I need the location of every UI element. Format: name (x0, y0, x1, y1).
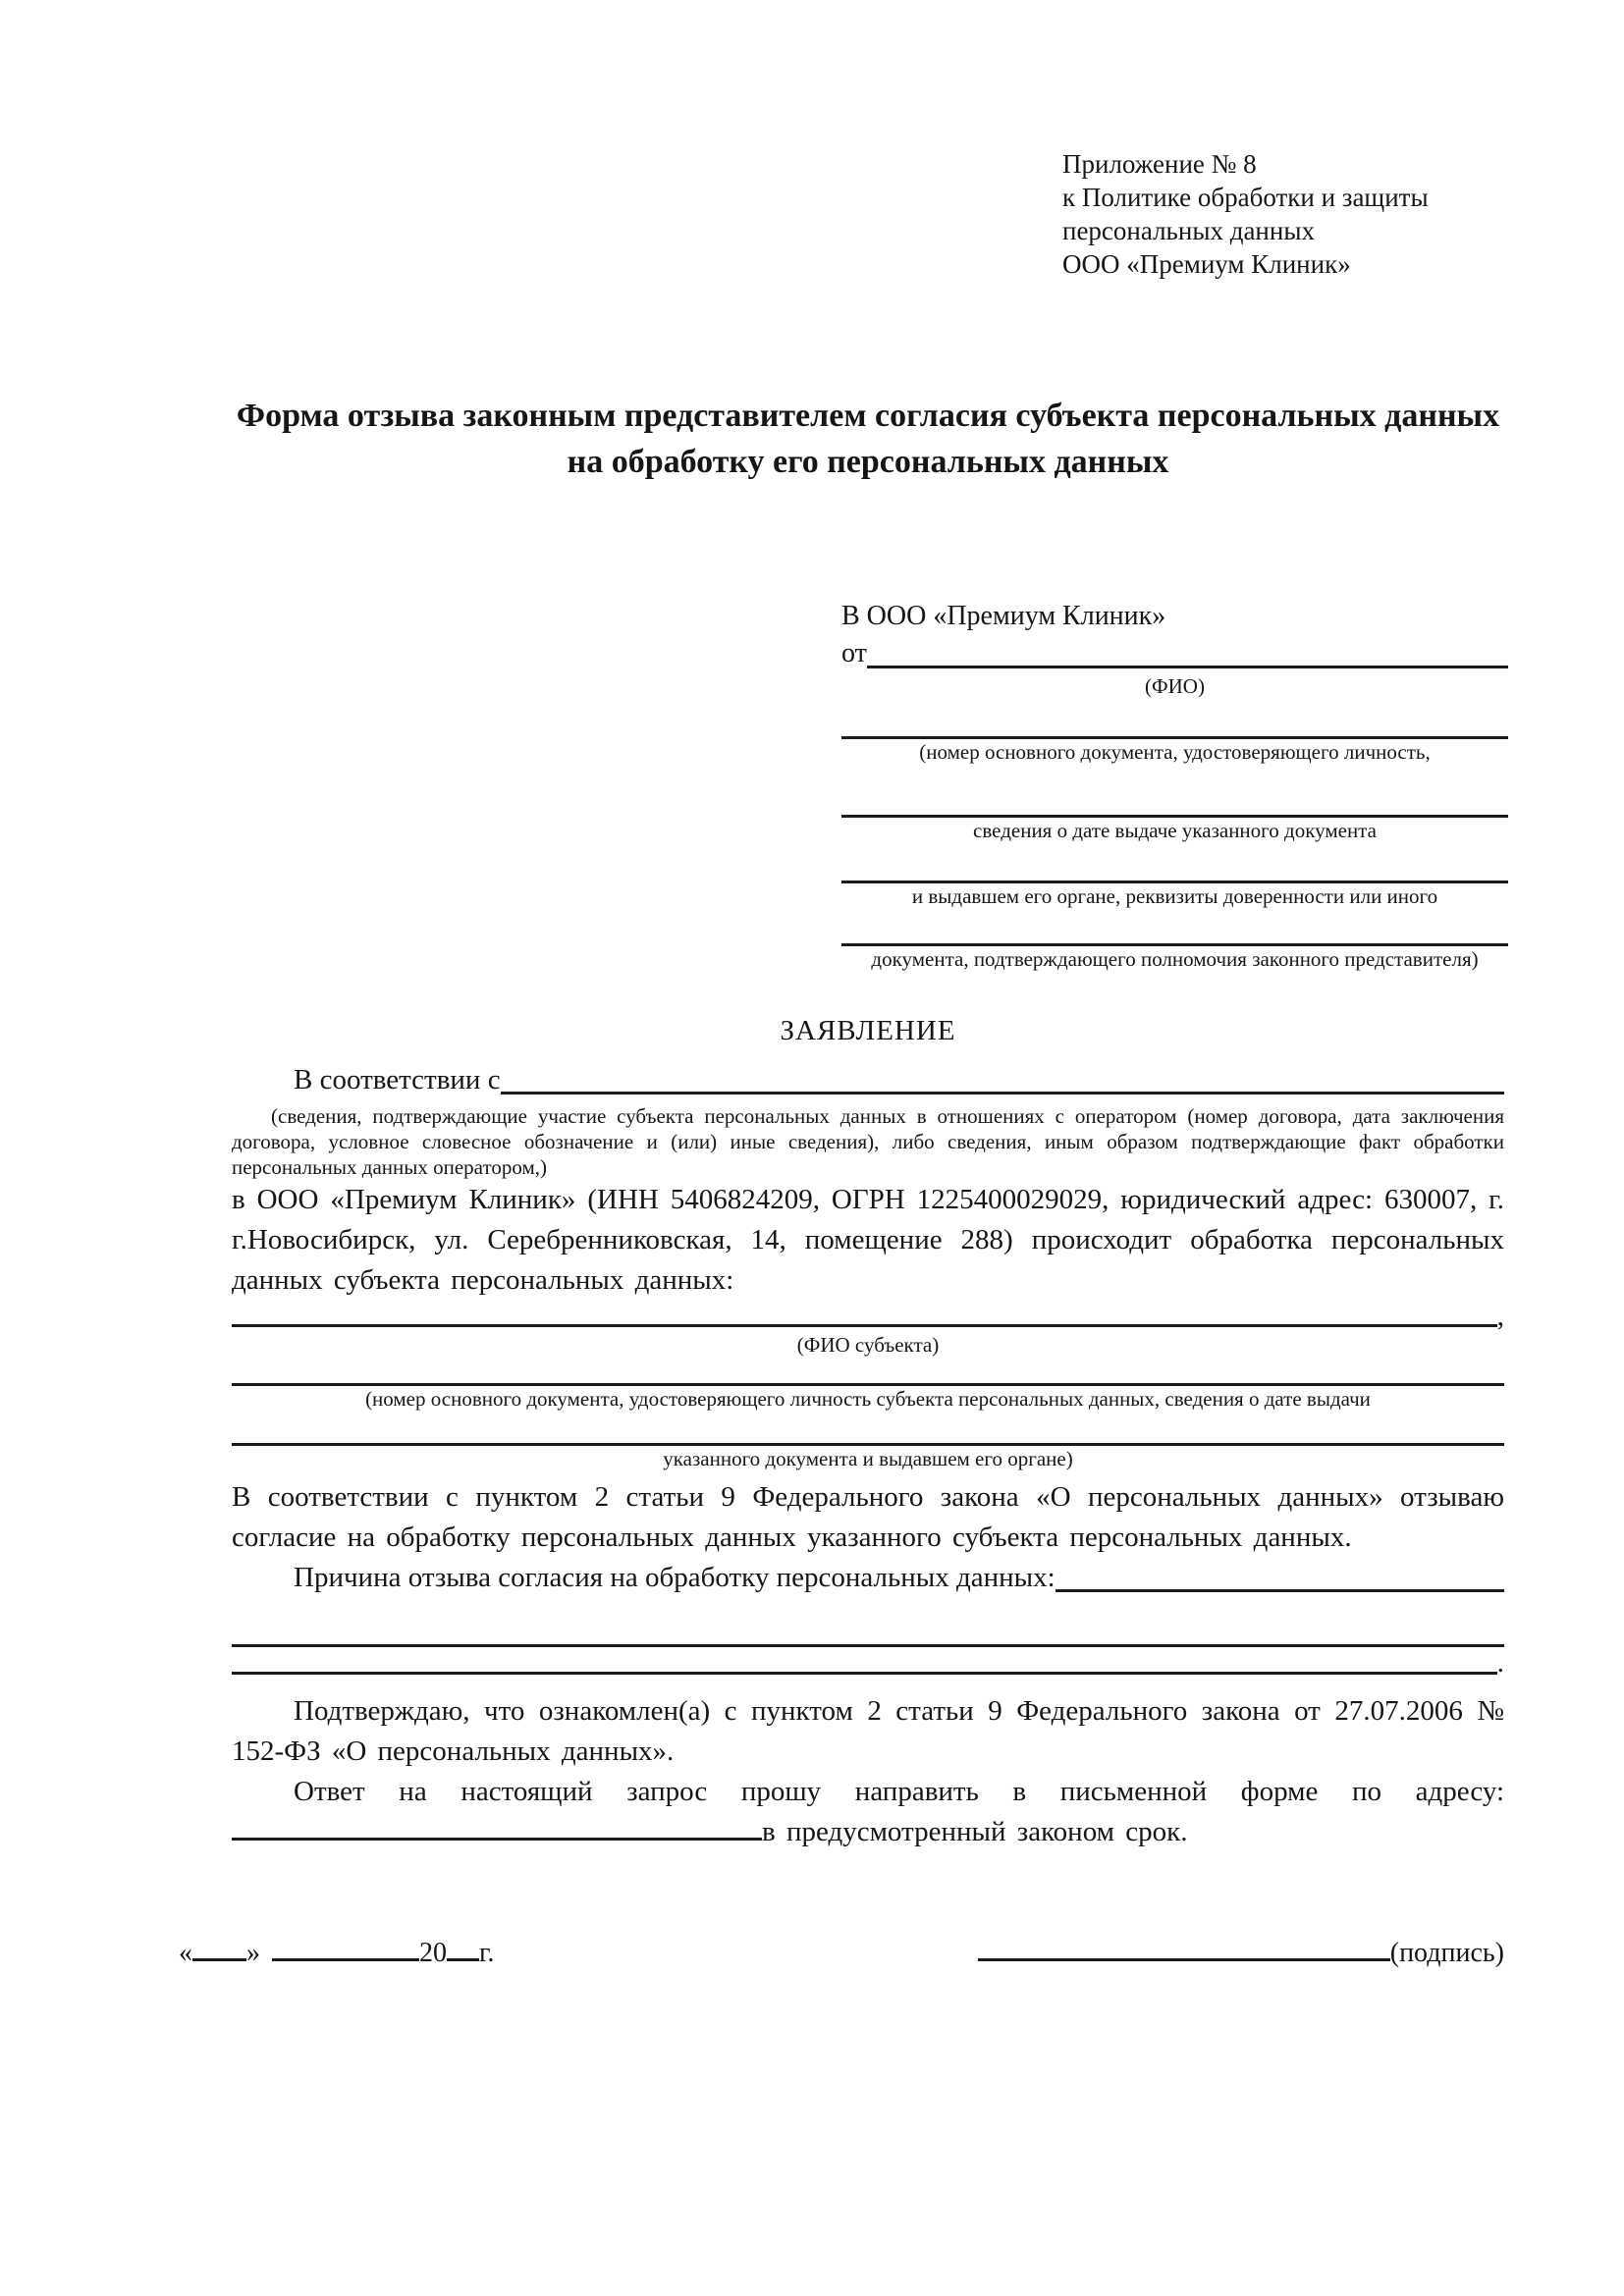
reply-tail: в предусмотренный законом срок. (762, 1816, 1188, 1847)
annex-line-3: персональных данных (1062, 216, 1315, 245)
from-label: от (841, 638, 867, 668)
signature-blank-line (978, 1958, 1390, 1961)
date-open-quote: « (179, 1938, 192, 1968)
from-row (841, 634, 1508, 673)
subject-fio-caption: (ФИО субъекта) (796, 1333, 940, 1357)
basis-caption: (сведения, подтверждающие участие субъекта персональных данных в отношениях с оператором (номер договора, дата заключения договора, условное словесное обозначение и (или) иные сведения), либо сведения, иным образом подтверждающие факт обработки персональных данных оператором,) (232, 1104, 1504, 1179)
basis-row (232, 1060, 1504, 1099)
withdrawal-paragraph: В соответствии с пунктом 2 статьи 9 Федерального закона «О персональных данных» отзываю согласие на обработку персональных данных указанного субъекта персональных данных. (232, 1481, 1504, 1553)
month-blank-line (272, 1958, 419, 1961)
statement-heading: ЗАЯВЛЕНИЕ (780, 1015, 956, 1046)
basis-blank-line (501, 1092, 1504, 1095)
addressee-block (841, 599, 1508, 972)
basis-label: В соответствии с (294, 1064, 501, 1095)
representative-fio-blank-line (867, 666, 1508, 668)
issue-date-blank-line (841, 765, 1508, 818)
reason-final-row (232, 1647, 1504, 1680)
signature-row (179, 1934, 1504, 1973)
issue-date-caption: сведения о дате выдаче указанного документа (973, 819, 1377, 842)
date-close-quote: » (246, 1938, 260, 1968)
fio-caption: (ФИО) (1145, 674, 1205, 698)
operator-paragraph: в ООО «Премиум Клиник» (ИНН 5406824209, ОГРН 1225400029029, юридический адрес: 630007, г. г.Новосибирск, ул. Серебренниковская, 14, помещение 288) происходит обработка персональных данных субъекта персональных данных: (232, 1184, 1504, 1296)
reason-continuation-blank-line-2 (232, 1672, 1497, 1675)
annex-note (1062, 147, 1429, 281)
acknowledgement-paragraph: Подтверждаю, что ознакомлен(а) с пунктом 2 статьи 9 Федерального закона от 27.07.2006 № 152-ФЗ «О персональных данных». (232, 1695, 1504, 1767)
statement-body (232, 1011, 1504, 1852)
subject-document-caption-top: (номер основного документа, удостоверяющего личность субъекта персональных данных, сведения о дате выдачи (365, 1387, 1371, 1411)
reply-paragraph (232, 1772, 1504, 1852)
address-blank-line (232, 1838, 762, 1841)
addressee-organization: В ООО «Премиум Клиник» (841, 601, 1166, 631)
authority-document-blank-line (841, 909, 1508, 946)
year-prefix: 20 (419, 1938, 447, 1968)
subject-fio-row (232, 1302, 1504, 1332)
reason-label: Причина отзыва согласия на обработку персональных данных: (294, 1562, 1056, 1593)
signature-field (978, 1934, 1504, 1973)
reason-row (232, 1558, 1504, 1597)
subject-document-blank-line-2 (232, 1412, 1504, 1446)
subject-document-blank-line (232, 1358, 1504, 1386)
annex-line-1: Приложение № 8 (1062, 149, 1257, 179)
representative-document-caption: (номер основного документа, удостоверяющего личность, (919, 740, 1431, 764)
reason-continuation-blank-line (232, 1597, 1504, 1647)
issuing-authority-blank-line (841, 843, 1508, 883)
year-blank-line (447, 1958, 479, 1961)
reason-blank-line (1056, 1589, 1504, 1592)
reason-line-period: . (1496, 1647, 1504, 1679)
issuing-authority-caption: и выдавшем его органе, реквизиты доверенности или иного (911, 884, 1438, 908)
authority-document-caption: документа, подтверждающего полномочия законного представителя) (871, 947, 1479, 971)
representative-document-blank-line (841, 699, 1508, 739)
subject-line-comma: , (1496, 1301, 1504, 1332)
subject-document-caption-bottom: указанного документа и выдавшем его органе) (663, 1447, 1073, 1470)
reply-lead: Ответ на настоящий запрос прошу направить в письменной форме по адресу: (294, 1776, 1504, 1807)
subject-fio-blank-line (232, 1324, 1497, 1327)
annex-line-2: к Политике обработки и защиты (1062, 183, 1429, 212)
day-blank-line (192, 1958, 246, 1961)
document-title: Форма отзыва законным представителем согласия субъекта персональных данных на обработку его персональных данных (236, 398, 1500, 480)
year-suffix: г. (479, 1938, 495, 1968)
annex-line-4: ООО «Премиум Клиник» (1062, 249, 1351, 279)
date-field (179, 1934, 494, 1973)
signature-caption: (подпись) (1389, 1938, 1504, 1968)
